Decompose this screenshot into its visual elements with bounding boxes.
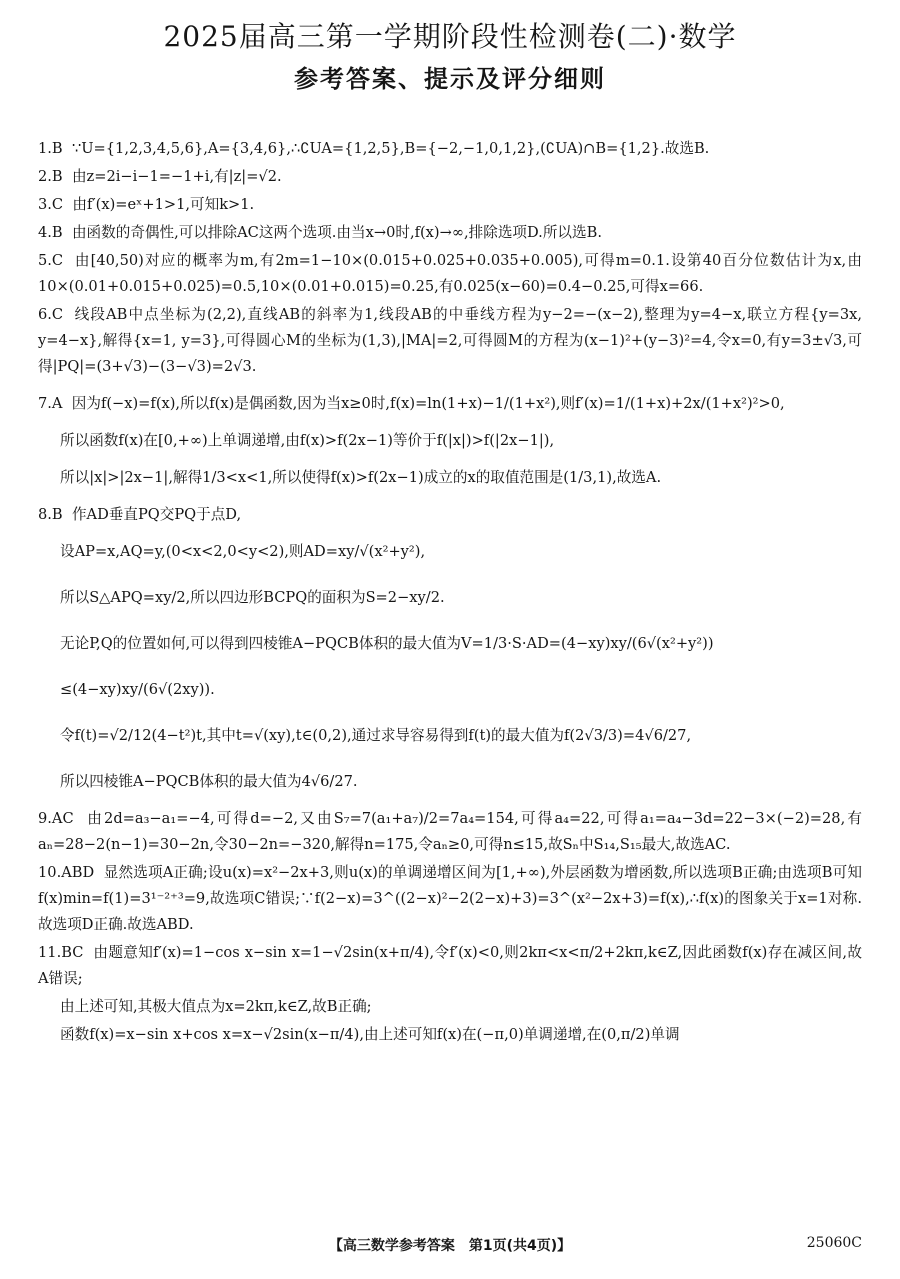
footer-code: 25060C bbox=[806, 1235, 862, 1251]
answer-11-line-3: 函数f(x)=x−sin x+cos x=x−√2sin(x−π/4),由上述可知f(x)在(−π,0)单调递增,在(0,π/2)单调 bbox=[60, 1026, 680, 1043]
answer-8-line-5: ≤(4−xy)xy/(6√(2xy)). bbox=[60, 681, 215, 698]
answer-8-line-3: 所以S△APQ=xy/2,所以四边形BCPQ的面积为S=2−xy/2. bbox=[60, 589, 445, 606]
answer-2: 2.B 由z=2i−i−1=−1+i,有|z|=√2. bbox=[38, 168, 282, 185]
answer-11-line-2: 由上述可知,其极大值点为x=2kπ,k∈Z,故B正确; bbox=[60, 998, 372, 1015]
page-footer bbox=[0, 1235, 900, 1259]
answer-9: 9.AC 由2d=a₃−a₁=−4,可得d=−2,又由S₇=7(a₁+a₇)/2=7a₄=154,可得a₄=22,可得a₁=a₄−3d=22−3×(−2)=28,有aₙ=28−2(n−1)=30−2n,令30−2n=−320,解得n=175,令aₙ≥0,可得n≤15,故Sₙ中S₁₄,S₁₅最大,故选AC. bbox=[38, 810, 862, 853]
answer-10: 10.ABD 显然选项A正确;设u(x)=x²−2x+3,则u(x)的单调递增区间为[1,+∞),外层函数为增函数,所以选项B正确;由选项B可知f(x)min=f(1)=3¹⁻²⁺³=9,故选项C错误;∵f(2−x)=3^((2−x)²−2(2−x)+3)=3^(x²−2x+3)=f(x),∴f(x)的图象关于x=1对称.故选项D正确.故选ABD. bbox=[38, 864, 862, 933]
answer-8-line-4: 无论P,Q的位置如何,可以得到四棱锥A−PQCB体积的最大值为V=1/3·S·AD=(4−xy)xy/(6√(x²+y²)) bbox=[60, 635, 714, 652]
answer-5: 5.C 由[40,50)对应的概率为m,有2m=1−10×(0.015+0.025+0.035+0.005),可得m=0.1.设第40百分位数估计为x,由10×(0.01+0.015+0.025)=0.5,10×(0.01+0.015)=0.25,有0.025(x−60)=0.4−0.25,可得x=66. bbox=[38, 252, 862, 295]
answer-7-line-3: 所以|x|>|2x−1|,解得1/3<x<1,所以使得f(x)>f(2x−1)成立的x的取值范围是(1/3,1),故选A. bbox=[60, 469, 662, 486]
answer-8-line-6: 令f(t)=√2/12(4−t²)t,其中t=√(xy),t∈(0,2),通过求导容易得到f(t)的最大值为f(2√3/3)=4√6/27, bbox=[60, 727, 692, 744]
page-subtitle: 参考答案、提示及评分细则 bbox=[294, 65, 606, 93]
answer-list bbox=[38, 136, 862, 1048]
answer-11: 11.BC 由题意知f′(x)=1−cos x−sin x=1−√2sin(x+π/4),令f′(x)<0,则2kπ<x<π/2+2kπ,k∈Z,因此函数f(x)存在减区间,故A错误; bbox=[38, 944, 862, 987]
page-title: 2025届高三第一学期阶段性检测卷(二)·数学 bbox=[163, 20, 737, 53]
answer-8-line-7: 所以四棱锥A−PQCB体积的最大值为4√6/27. bbox=[60, 773, 358, 790]
answer-8: 8.B 作AD垂直PQ交PQ于点D, bbox=[38, 506, 242, 523]
answer-7: 7.A 因为f(−x)=f(x),所以f(x)是偶函数,因为当x≥0时,f(x)=ln(1+x)−1/(1+x²),则f′(x)=1/(1+x)+2x/(1+x²)²>0, bbox=[38, 395, 785, 412]
answer-6: 6.C 线段AB中点坐标为(2,2),直线AB的斜率为1,线段AB的中垂线方程为y−2=−(x−2),整理为y=4−x,联立方程{y=3x, y=4−x},解得{x=1, y=3},可得圆心M的坐标为(1,3),|MA|=2,可得圆M的方程为(x−1)²+(y−3)²=4,令x=0,有y=3±√3,可得|PQ|=(3+√3)−(3−√3)=2√3. bbox=[38, 306, 863, 375]
footer-page-label: 【高三数学参考答案 第1页(共4页)】 bbox=[328, 1238, 572, 1254]
answer-7-line-2: 所以函数f(x)在[0,+∞)上单调递增,由f(x)>f(2x−1)等价于f(|x|)>f(|2x−1|), bbox=[60, 432, 555, 449]
answer-3: 3.C 由f′(x)=eˣ+1>1,可知k>1. bbox=[38, 196, 255, 213]
answer-4: 4.B 由函数的奇偶性,可以排除AC这两个选项.由当x→0时,f(x)→∞,排除选项D.所以选B. bbox=[38, 224, 602, 241]
answer-1: 1.B ∵U={1,2,3,4,5,6},A={3,4,6},∴∁UA={1,2,5},B={−2,−1,0,1,2},(∁UA)∩B={1,2}.故选B. bbox=[38, 140, 710, 157]
answer-8-line-2: 设AP=x,AQ=y,(0<x<2,0<y<2),则AD=xy/√(x²+y²), bbox=[60, 543, 426, 560]
